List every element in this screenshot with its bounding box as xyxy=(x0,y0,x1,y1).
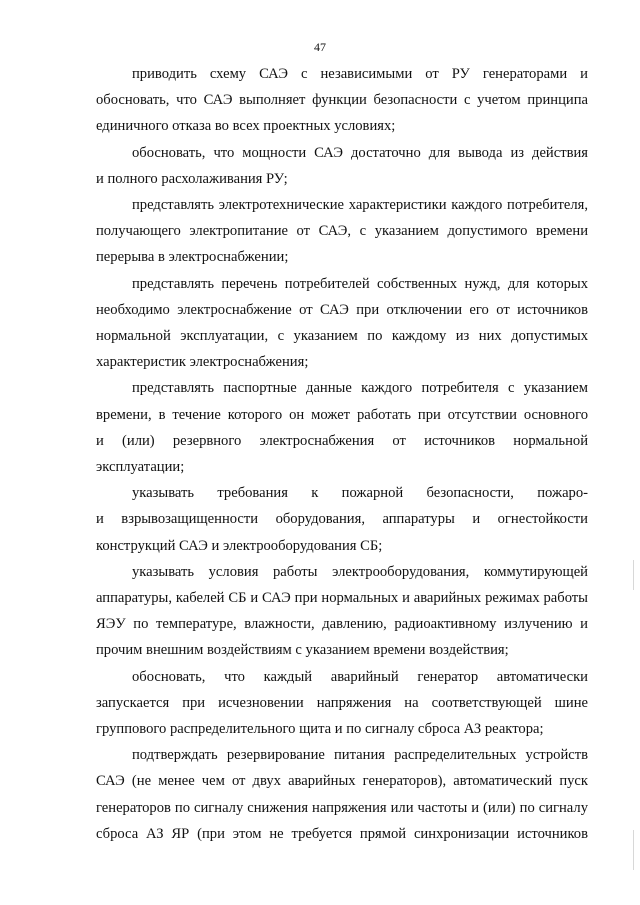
text-line: характеристик электроснабжения; xyxy=(96,354,309,371)
text-line: обосновать, что мощности САЭ достаточно для вывода из действия xyxy=(132,144,588,161)
text-line: эксплуатации; xyxy=(96,459,185,476)
text-line: необходимо электроснабжение от САЭ при отключении его от источников xyxy=(96,301,588,318)
text-line: представлять перечень потребителей собственных нужд, для которых xyxy=(132,275,588,292)
paragraph-generator-start xyxy=(96,664,588,743)
text-line: ЯЭУ по температуре, влажности, давлению, радиоактивному излучению и xyxy=(96,616,588,633)
text-line: нормальной эксплуатации, с указанием по каждому из них допустимых xyxy=(96,328,588,345)
page-number: 47 xyxy=(314,40,326,54)
paragraph-consumers-list xyxy=(96,271,588,376)
body-text xyxy=(96,61,588,847)
paragraph-passport-data xyxy=(96,375,588,480)
text-line: перерыва в электроснабжении; xyxy=(96,249,289,266)
paragraph-scheme xyxy=(96,61,588,140)
text-line: конструкций САЭ и электрооборудования СБ; xyxy=(96,537,383,554)
text-line: и (или) резервного электроснабжения от источников нормальной xyxy=(96,432,588,449)
paragraph-fire-safety xyxy=(96,480,588,559)
text-line: подтверждать резервирование питания распределительных устройств xyxy=(132,747,588,764)
text-line: приводить схему САЭ с независимыми от РУ генераторами и xyxy=(132,66,588,82)
paragraph-power xyxy=(96,140,588,192)
text-line: генераторов по сигналу снижения напряжения или частоты и (или) по сигналу xyxy=(96,799,588,816)
paragraph-redundancy xyxy=(96,742,588,847)
text-line: времени, в течение которого он может работать при отсутствии основного xyxy=(96,406,588,423)
paragraph-characteristics xyxy=(96,192,588,271)
paragraph-operating-conditions xyxy=(96,559,588,664)
text-line: аппаратуры, кабелей СБ и САЭ при нормальных и аварийных режимах работы xyxy=(96,590,588,607)
text-line: представлять электротехнические характеристики каждого потребителя, xyxy=(132,197,588,214)
scan-edge-mark xyxy=(633,830,634,870)
text-line: сброса АЗ ЯР (при этом не требуется прямой синхронизации источников xyxy=(96,825,588,842)
text-line: указывать условия работы электрооборудования, коммутирующей xyxy=(132,563,588,580)
text-line: указывать требования к пожарной безопасности, пожаро- xyxy=(132,485,588,502)
text-line: получающего электропитание от САЭ, с указанием допустимого времени xyxy=(96,223,588,240)
text-line: единичного отказа во всех проектных условиях; xyxy=(96,118,396,135)
text-line: запускается при исчезновении напряжения на соответствующей шине xyxy=(96,694,588,711)
text-line: и взрывозащищенности оборудования, аппаратуры и огнестойкости xyxy=(96,511,588,528)
text-line: САЭ (не менее чем от двух аварийных генераторов), автоматический пуск xyxy=(96,773,588,790)
text-line: и полного расхолаживания РУ; xyxy=(96,170,288,187)
text-line: представлять паспортные данные каждого потребителя с указанием xyxy=(132,380,588,397)
text-line: обосновать, что каждый аварийный генератор автоматически xyxy=(132,668,588,685)
text-line: прочим внешним воздействиям с указанием времени воздействия; xyxy=(96,642,509,659)
text-line: обосновать, что САЭ выполняет функции безопасности с учетом принципа xyxy=(96,92,588,109)
text-line: группового распределительного щита и по сигналу сброса АЗ реактора; xyxy=(96,721,544,738)
scan-edge-mark xyxy=(633,560,634,590)
